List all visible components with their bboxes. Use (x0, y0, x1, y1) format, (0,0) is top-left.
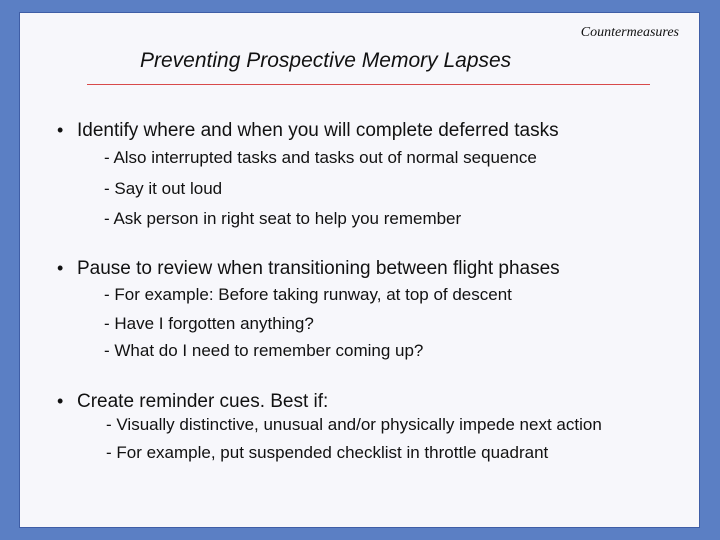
bullet-dot: • (57, 120, 64, 140)
sub-item: - Also interrupted tasks and tasks out of normal sequence (104, 148, 537, 167)
bullet-item (57, 391, 328, 413)
sub-item: - Have I forgotten anything? (104, 314, 314, 333)
sub-item: - Ask person in right seat to help you remember (104, 209, 462, 228)
sub-item: - What do I need to remember coming up? (104, 341, 424, 360)
title-divider (87, 84, 650, 85)
bullet-item (57, 120, 559, 142)
section-tag: Countermeasures (580, 25, 679, 40)
bullet-item (57, 258, 560, 280)
bullet-text: Identify where and when you will complete deferred tasks (77, 120, 559, 141)
bullet-dot: • (57, 258, 64, 278)
sub-item: - For example, put suspended checklist in throttle quadrant (106, 443, 549, 462)
sub-item: - Say it out loud (104, 179, 223, 198)
sub-item: - Visually distinctive, unusual and/or physically impede next action (106, 415, 602, 434)
bullet-dot: • (57, 391, 64, 411)
slide-title: Preventing Prospective Memory Lapses (140, 49, 512, 72)
sub-item: - For example: Before taking runway, at top of descent (104, 285, 512, 304)
bullet-text: Pause to review when transitioning between flight phases (77, 258, 560, 279)
slide (19, 12, 700, 528)
bullet-text: Create reminder cues. Best if: (77, 391, 329, 412)
